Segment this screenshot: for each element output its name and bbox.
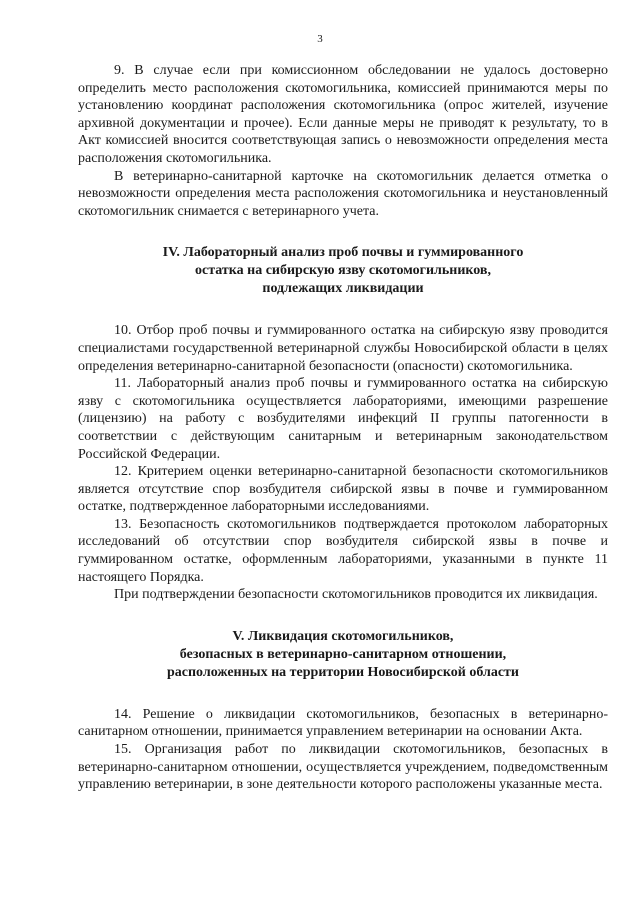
section-4-heading-line2: остатка на сибирскую язву скотомогильников, <box>195 263 491 279</box>
paragraph-13-note: При подтверждении безопасности скотомогильников проводится их ликвидация. <box>114 587 598 603</box>
section-5-heading-line2: безопасных в ветеринарно-санитарном отношении, <box>179 646 507 662</box>
paragraph-11: 11. Лабораторный анализ проб почвы и гуммированного остатка на сибирскую язву с скотомогильника осуществляется лабораториями, имеющими разрешение (лицензию) на работу с возбудителями инфекций II группы патогенности в соответствии с действующим санитарным и ветеринарным законодательством Российской Федерации. <box>78 376 608 462</box>
paragraph-10: 10. Отбор проб почвы и гуммированного остатка на сибирскую язву проводится специалистами государственной ветеринарной службы Новосибирской области в целях определения ветеринарно-санитарной безопасности (опасности) скотомогильника. <box>78 323 608 374</box>
section-5-heading <box>78 628 608 682</box>
section-4-heading-line1: IV. Лабораторный анализ проб почвы и гуммированного <box>162 245 524 261</box>
paragraph-14: 14. Решение о ликвидации скотомогильников, безопасных в ветеринарно-санитарном отношении, принимается управлением ветеринарии на основании Акта. <box>78 706 608 740</box>
section-4-heading-line3: подлежащих ликвидации <box>262 281 424 297</box>
section-5-heading-line3: расположенных на территории Новосибирской области <box>166 664 519 680</box>
section-5-heading-line1: V. Ликвидация скотомогильников, <box>232 628 454 644</box>
paragraph-9: 9. В случае если при комиссионном обследовании не удалось достоверно определить место расположения скотомогильника, комиссией принимаются меры по установлению координат расположения скотомогильника (опрос жителей, изучение архивной документации и прочее). Если данные меры не приводят к результату, то в Акт комиссией вносится соответствующая запись о невозможности определения места расположения скотомогильника. <box>78 63 608 166</box>
paragraph-12: 12. Критерием оценки ветеринарно-санитарной безопасности скотомогильников является отсутствие спор возбудителя сибирской язвы в почве и гуммированном остатке, подтвержденное лабораторными исследованиями. <box>78 464 608 515</box>
paragraph-13: 13. Безопасность скотомогильников подтверждается протоколом лабораторных исследований об отсутствии спор возбудителя сибирской язвы в почве и гуммированном остатке, оформленным лабораториями, указанными в пункте 11 настоящего Порядка. <box>78 516 608 585</box>
document-body <box>78 62 608 794</box>
paragraph-9-note: В ветеринарно-санитарной карточке на скотомогильник делается отметка о невозможности определения места расположения скотомогильника и неустановленный скотомогильник снимается с ветеринарного учета. <box>78 168 608 219</box>
page-number: 3 <box>317 33 323 45</box>
section-4-heading <box>78 244 608 298</box>
paragraph-15: 15. Организация работ по ликвидации скотомогильников, безопасных в ветеринарно-санитарном отношении, осуществляется учреждением, подведомственным управлению ветеринарии, в зоне деятельности которого расположены указанные места. <box>78 742 608 793</box>
